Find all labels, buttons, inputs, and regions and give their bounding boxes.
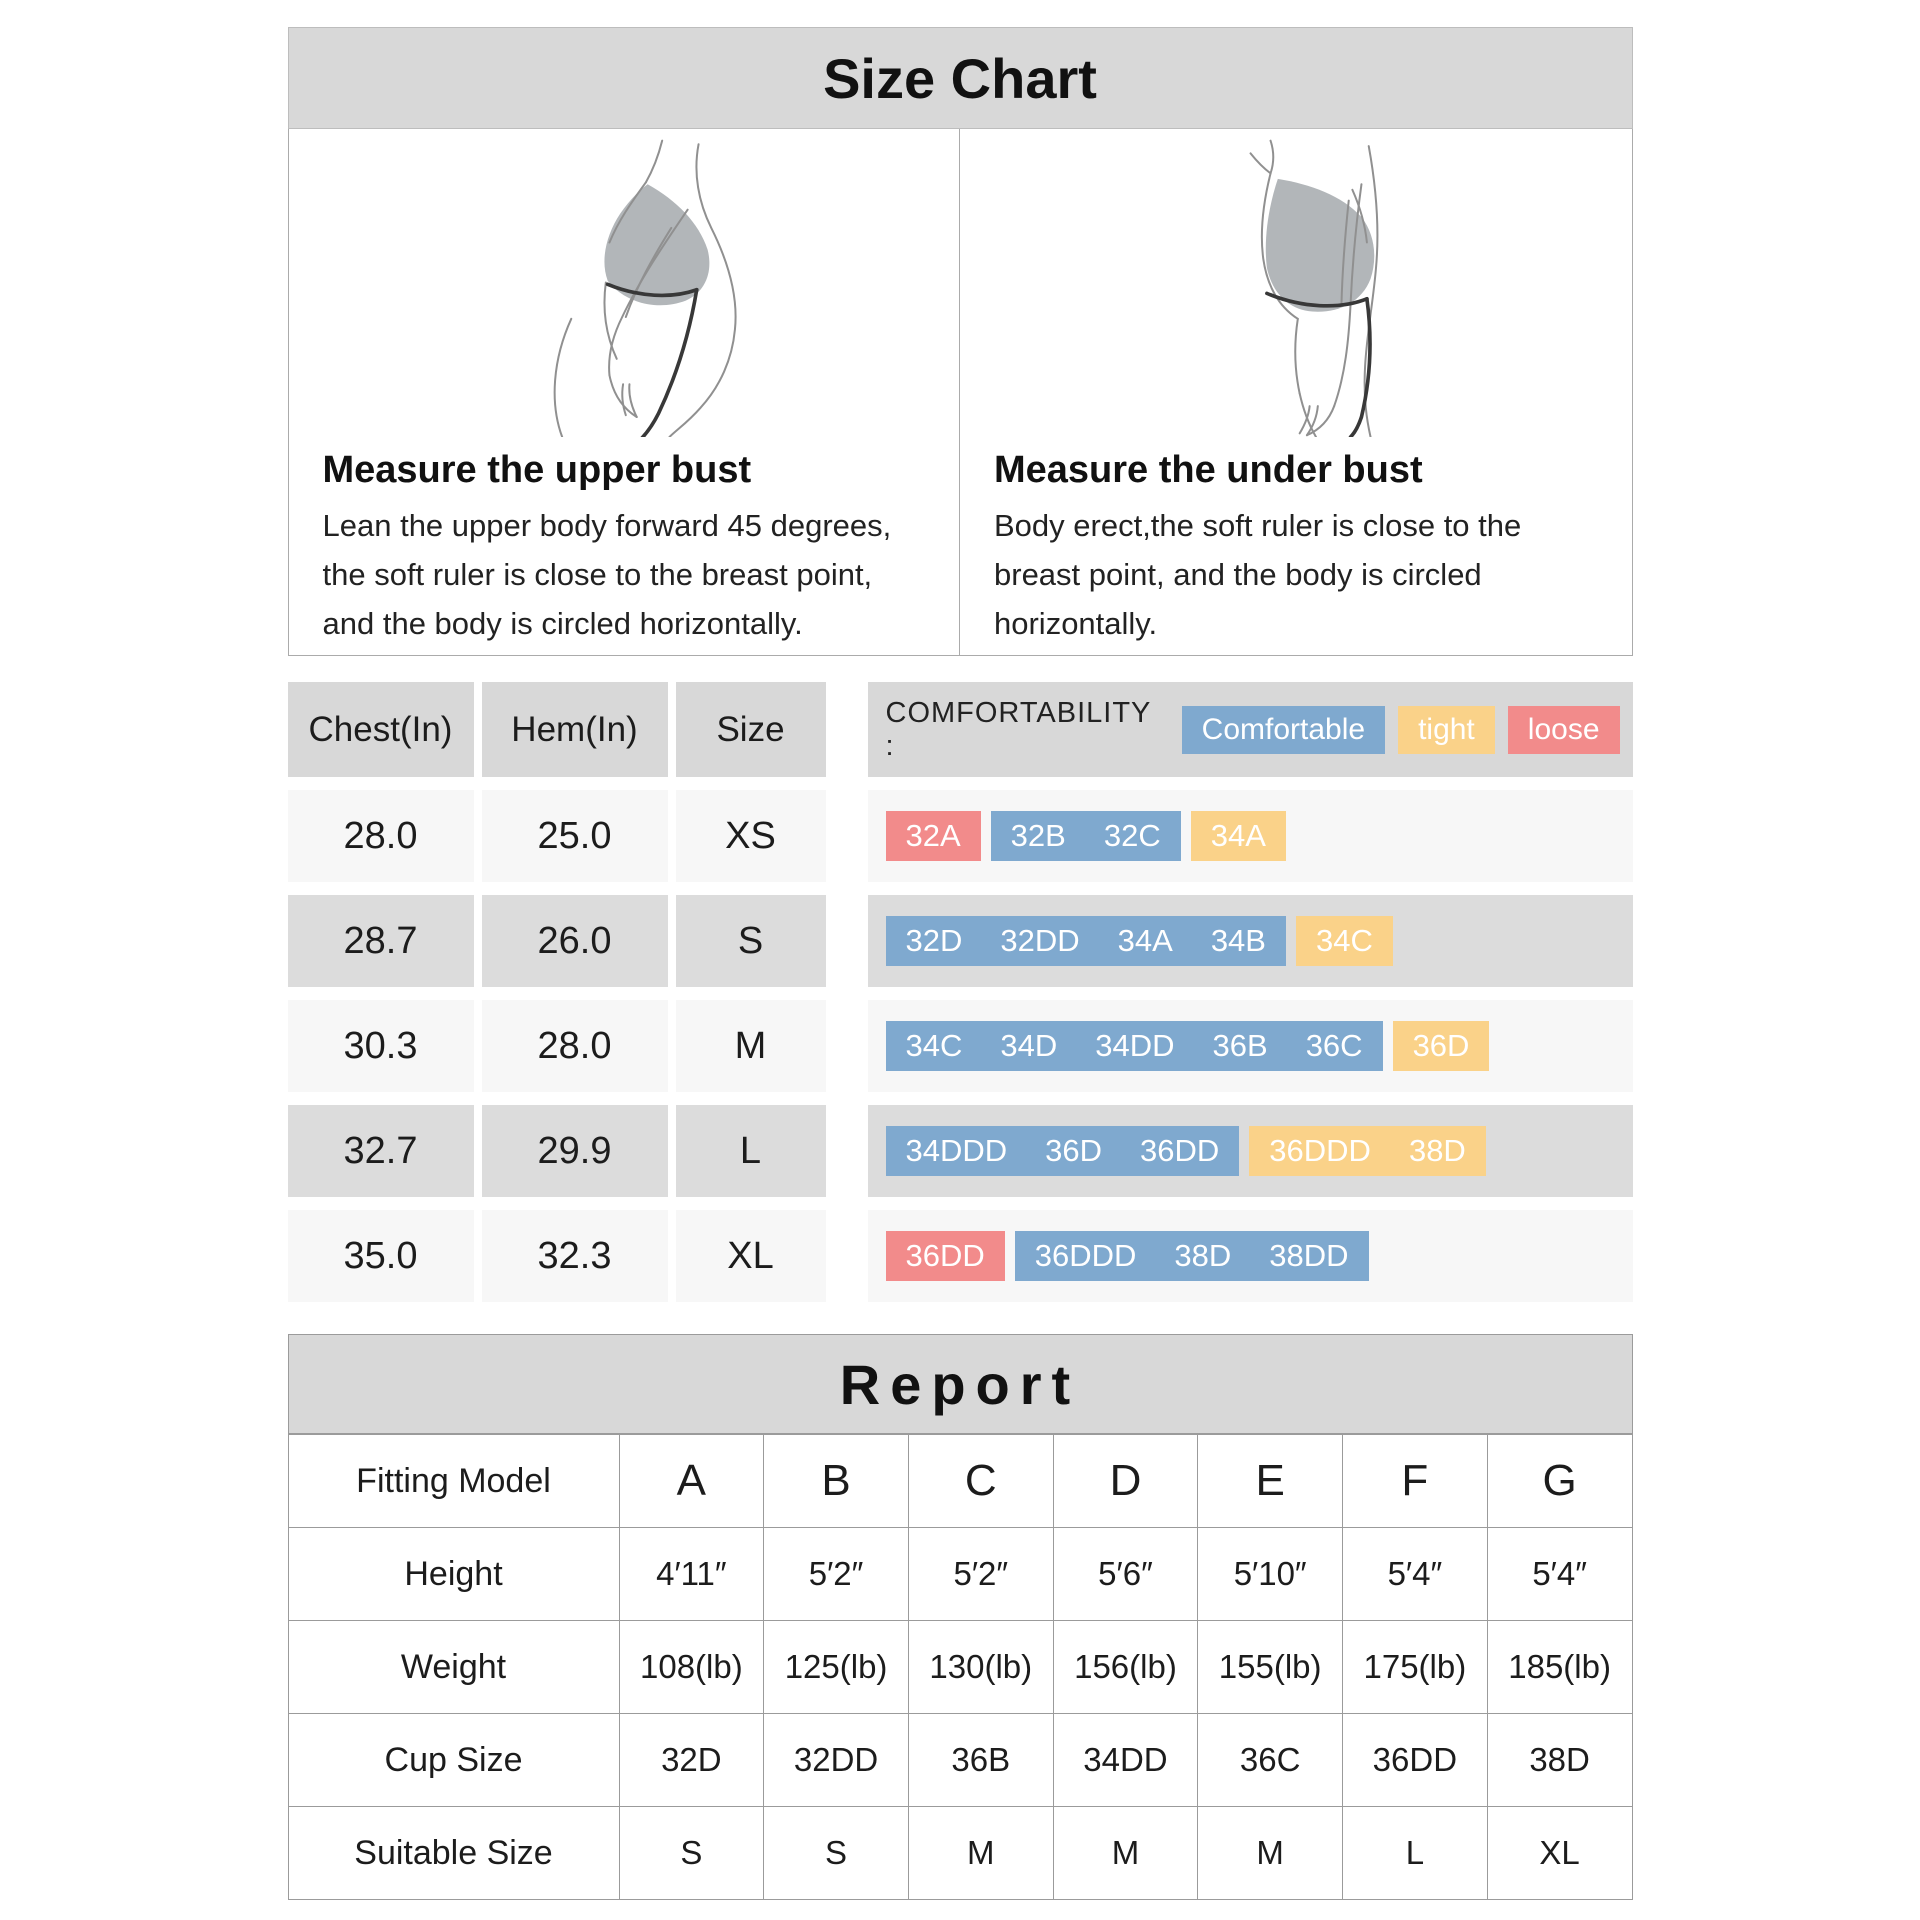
legend-comfortable-badge xyxy=(1182,706,1385,754)
size-chart-title-bar xyxy=(288,27,1633,129)
tight-badge xyxy=(1393,1021,1490,1071)
suitable-size-cell: L xyxy=(1343,1807,1488,1900)
report-row-height xyxy=(288,1528,1632,1621)
height-cell: 4′11″ xyxy=(619,1528,764,1621)
report-row-label: Suitable Size xyxy=(288,1807,619,1900)
cup-size: 34A xyxy=(1117,923,1173,958)
height-cell: 5′6″ xyxy=(1053,1528,1198,1621)
fit-badges xyxy=(868,1000,1633,1092)
fit-badges xyxy=(868,790,1633,882)
cup-size-cell: 32DD xyxy=(764,1714,909,1807)
cup-size: 32DD xyxy=(1000,923,1080,958)
column-header-chest: Chest(In) xyxy=(288,682,474,777)
hem-value: 26.0 xyxy=(482,895,668,987)
comfortable-badge xyxy=(886,916,1286,966)
cup-size: 36C xyxy=(1305,1028,1363,1063)
cup-size: 38D xyxy=(1408,1133,1466,1168)
suitable-size-cell: XL xyxy=(1487,1807,1632,1900)
upper-bust-description: Lean the upper body forward 45 degrees, the soft ruler is close to the breast point, and the body is circled horizontally. xyxy=(322,508,892,641)
hem-value: 28.0 xyxy=(482,1000,668,1092)
size-table-header-row xyxy=(288,682,1633,777)
column-header-size: Size xyxy=(676,682,826,777)
hem-value: 29.9 xyxy=(482,1105,668,1197)
report-row-suitable-size xyxy=(288,1807,1632,1900)
cup-size-cell: 36DD xyxy=(1343,1714,1488,1807)
height-cell: 5′4″ xyxy=(1343,1528,1488,1621)
size-chart-title: Size Chart xyxy=(823,46,1097,110)
comfortable-badge xyxy=(886,1021,1383,1071)
measure-panels xyxy=(288,129,1633,656)
under-bust-illustration xyxy=(994,137,1598,443)
hem-value: 25.0 xyxy=(482,790,668,882)
weight-cell: 156(lb) xyxy=(1053,1621,1198,1714)
cup-size-cell: 32D xyxy=(619,1714,764,1807)
suitable-size-cell: M xyxy=(908,1807,1053,1900)
weight-cell: 155(lb) xyxy=(1198,1621,1343,1714)
legend-tight-text: tight xyxy=(1418,712,1475,746)
size-value: S xyxy=(676,895,826,987)
size-value: M xyxy=(676,1000,826,1092)
tight-badge xyxy=(1191,811,1286,861)
cup-size: 32D xyxy=(905,923,963,958)
suitable-size-cell: M xyxy=(1198,1807,1343,1900)
tight-badge xyxy=(1296,916,1393,966)
cup-size: 38DD xyxy=(1269,1238,1349,1273)
column-header-hem: Hem(In) xyxy=(482,682,668,777)
report-row-label: Cup Size xyxy=(288,1714,619,1807)
upper-bust-heading: Measure the upper bust xyxy=(322,449,752,491)
cup-size: 32C xyxy=(1103,818,1161,853)
report-title: Report xyxy=(839,1352,1081,1416)
legend-loose-text: loose xyxy=(1527,712,1600,746)
cup-size: 32A xyxy=(905,818,961,853)
chest-value: 30.3 xyxy=(288,1000,474,1092)
cup-size: 32B xyxy=(1010,818,1066,853)
report-row-weight xyxy=(288,1621,1632,1714)
size-value: L xyxy=(676,1105,826,1197)
cup-size: 34A xyxy=(1210,818,1266,853)
cup-size: 36DDD xyxy=(1269,1133,1371,1168)
report-row-label: Weight xyxy=(288,1621,619,1714)
size-value: XS xyxy=(676,790,826,882)
cup-size: 34D xyxy=(1000,1028,1058,1063)
under-bust-description: Body erect,the soft ruler is close to the breast point, and the body is circled horizontally. xyxy=(994,508,1522,641)
cup-size: 34DDD xyxy=(905,1133,1008,1168)
weight-cell: 125(lb) xyxy=(764,1621,909,1714)
report-row-cup-size xyxy=(288,1714,1632,1807)
cup-size: 36DD xyxy=(1140,1133,1220,1168)
model-cell: A xyxy=(619,1435,764,1528)
weight-cell: 108(lb) xyxy=(619,1621,764,1714)
cup-size-cell: 34DD xyxy=(1053,1714,1198,1807)
cup-size: 34C xyxy=(1315,923,1373,958)
cup-size-cell: 38D xyxy=(1487,1714,1632,1807)
under-bust-heading: Measure the under bust xyxy=(994,449,1423,491)
report-row-label: Height xyxy=(288,1528,619,1621)
cup-size: 36B xyxy=(1212,1028,1268,1063)
cup-size-cell: 36B xyxy=(908,1714,1053,1807)
cup-size: 34DD xyxy=(1095,1028,1175,1063)
size-row-m xyxy=(288,1000,1633,1092)
comfortable-badge xyxy=(886,1126,1240,1176)
cup-size: 34B xyxy=(1210,923,1266,958)
fit-badges xyxy=(868,1210,1633,1302)
tight-badge xyxy=(1249,1126,1486,1176)
measure-under-bust-panel xyxy=(960,129,1632,655)
size-row-s xyxy=(288,895,1633,987)
weight-cell: 175(lb) xyxy=(1343,1621,1488,1714)
comfortable-badge xyxy=(991,811,1181,861)
hem-value: 32.3 xyxy=(482,1210,668,1302)
size-table xyxy=(288,682,1633,1302)
cup-size-cell: 36C xyxy=(1198,1714,1343,1807)
suitable-size-cell: S xyxy=(764,1807,909,1900)
fit-badges xyxy=(868,895,1633,987)
model-cell: B xyxy=(764,1435,909,1528)
report-table xyxy=(288,1434,1633,1900)
model-cell: E xyxy=(1198,1435,1343,1528)
report-title-bar xyxy=(288,1334,1633,1434)
upper-bust-illustration xyxy=(323,137,926,443)
chest-value: 35.0 xyxy=(288,1210,474,1302)
cup-size: 38D xyxy=(1174,1238,1232,1273)
report-row-label: Fitting Model xyxy=(288,1435,619,1528)
height-cell: 5′2″ xyxy=(908,1528,1053,1621)
chest-value: 28.7 xyxy=(288,895,474,987)
comfortability-label: COMFORTABILITY : xyxy=(885,696,1151,762)
legend-tight-badge xyxy=(1398,706,1495,754)
weight-cell: 130(lb) xyxy=(908,1621,1053,1714)
chest-value: 32.7 xyxy=(288,1105,474,1197)
comfortable-badge xyxy=(1015,1231,1369,1281)
loose-badge xyxy=(886,1231,1005,1281)
suitable-size-cell: S xyxy=(619,1807,764,1900)
size-chart-page xyxy=(288,0,1633,1900)
bent-forward-figure-icon xyxy=(464,137,784,437)
model-cell: G xyxy=(1487,1435,1632,1528)
loose-badge xyxy=(886,811,981,861)
size-row-l xyxy=(288,1105,1633,1197)
model-cell: F xyxy=(1343,1435,1488,1528)
model-cell: D xyxy=(1053,1435,1198,1528)
model-cell: C xyxy=(908,1435,1053,1528)
report-section xyxy=(288,1334,1633,1900)
size-row-xl xyxy=(288,1210,1633,1302)
height-cell: 5′2″ xyxy=(764,1528,909,1621)
size-row-xs xyxy=(288,790,1633,882)
height-cell: 5′10″ xyxy=(1198,1528,1343,1621)
height-cell: 5′4″ xyxy=(1487,1528,1632,1621)
cup-size: 34C xyxy=(905,1028,963,1063)
comfortability-legend xyxy=(868,682,1633,777)
cup-size: 36D xyxy=(1412,1028,1470,1063)
cup-size: 36DDD xyxy=(1034,1238,1137,1273)
measure-upper-bust-panel xyxy=(289,129,961,655)
suitable-size-cell: M xyxy=(1053,1807,1198,1900)
cup-size: 36D xyxy=(1045,1133,1103,1168)
report-row-fitting-model xyxy=(288,1435,1632,1528)
upright-figure-icon xyxy=(1136,137,1456,437)
legend-comfortable-text: Comfortable xyxy=(1201,712,1366,746)
weight-cell: 185(lb) xyxy=(1487,1621,1632,1714)
cup-size: 36DD xyxy=(905,1238,985,1273)
size-value: XL xyxy=(676,1210,826,1302)
chest-value: 28.0 xyxy=(288,790,474,882)
fit-badges xyxy=(868,1105,1633,1197)
legend-loose-badge xyxy=(1508,706,1620,754)
